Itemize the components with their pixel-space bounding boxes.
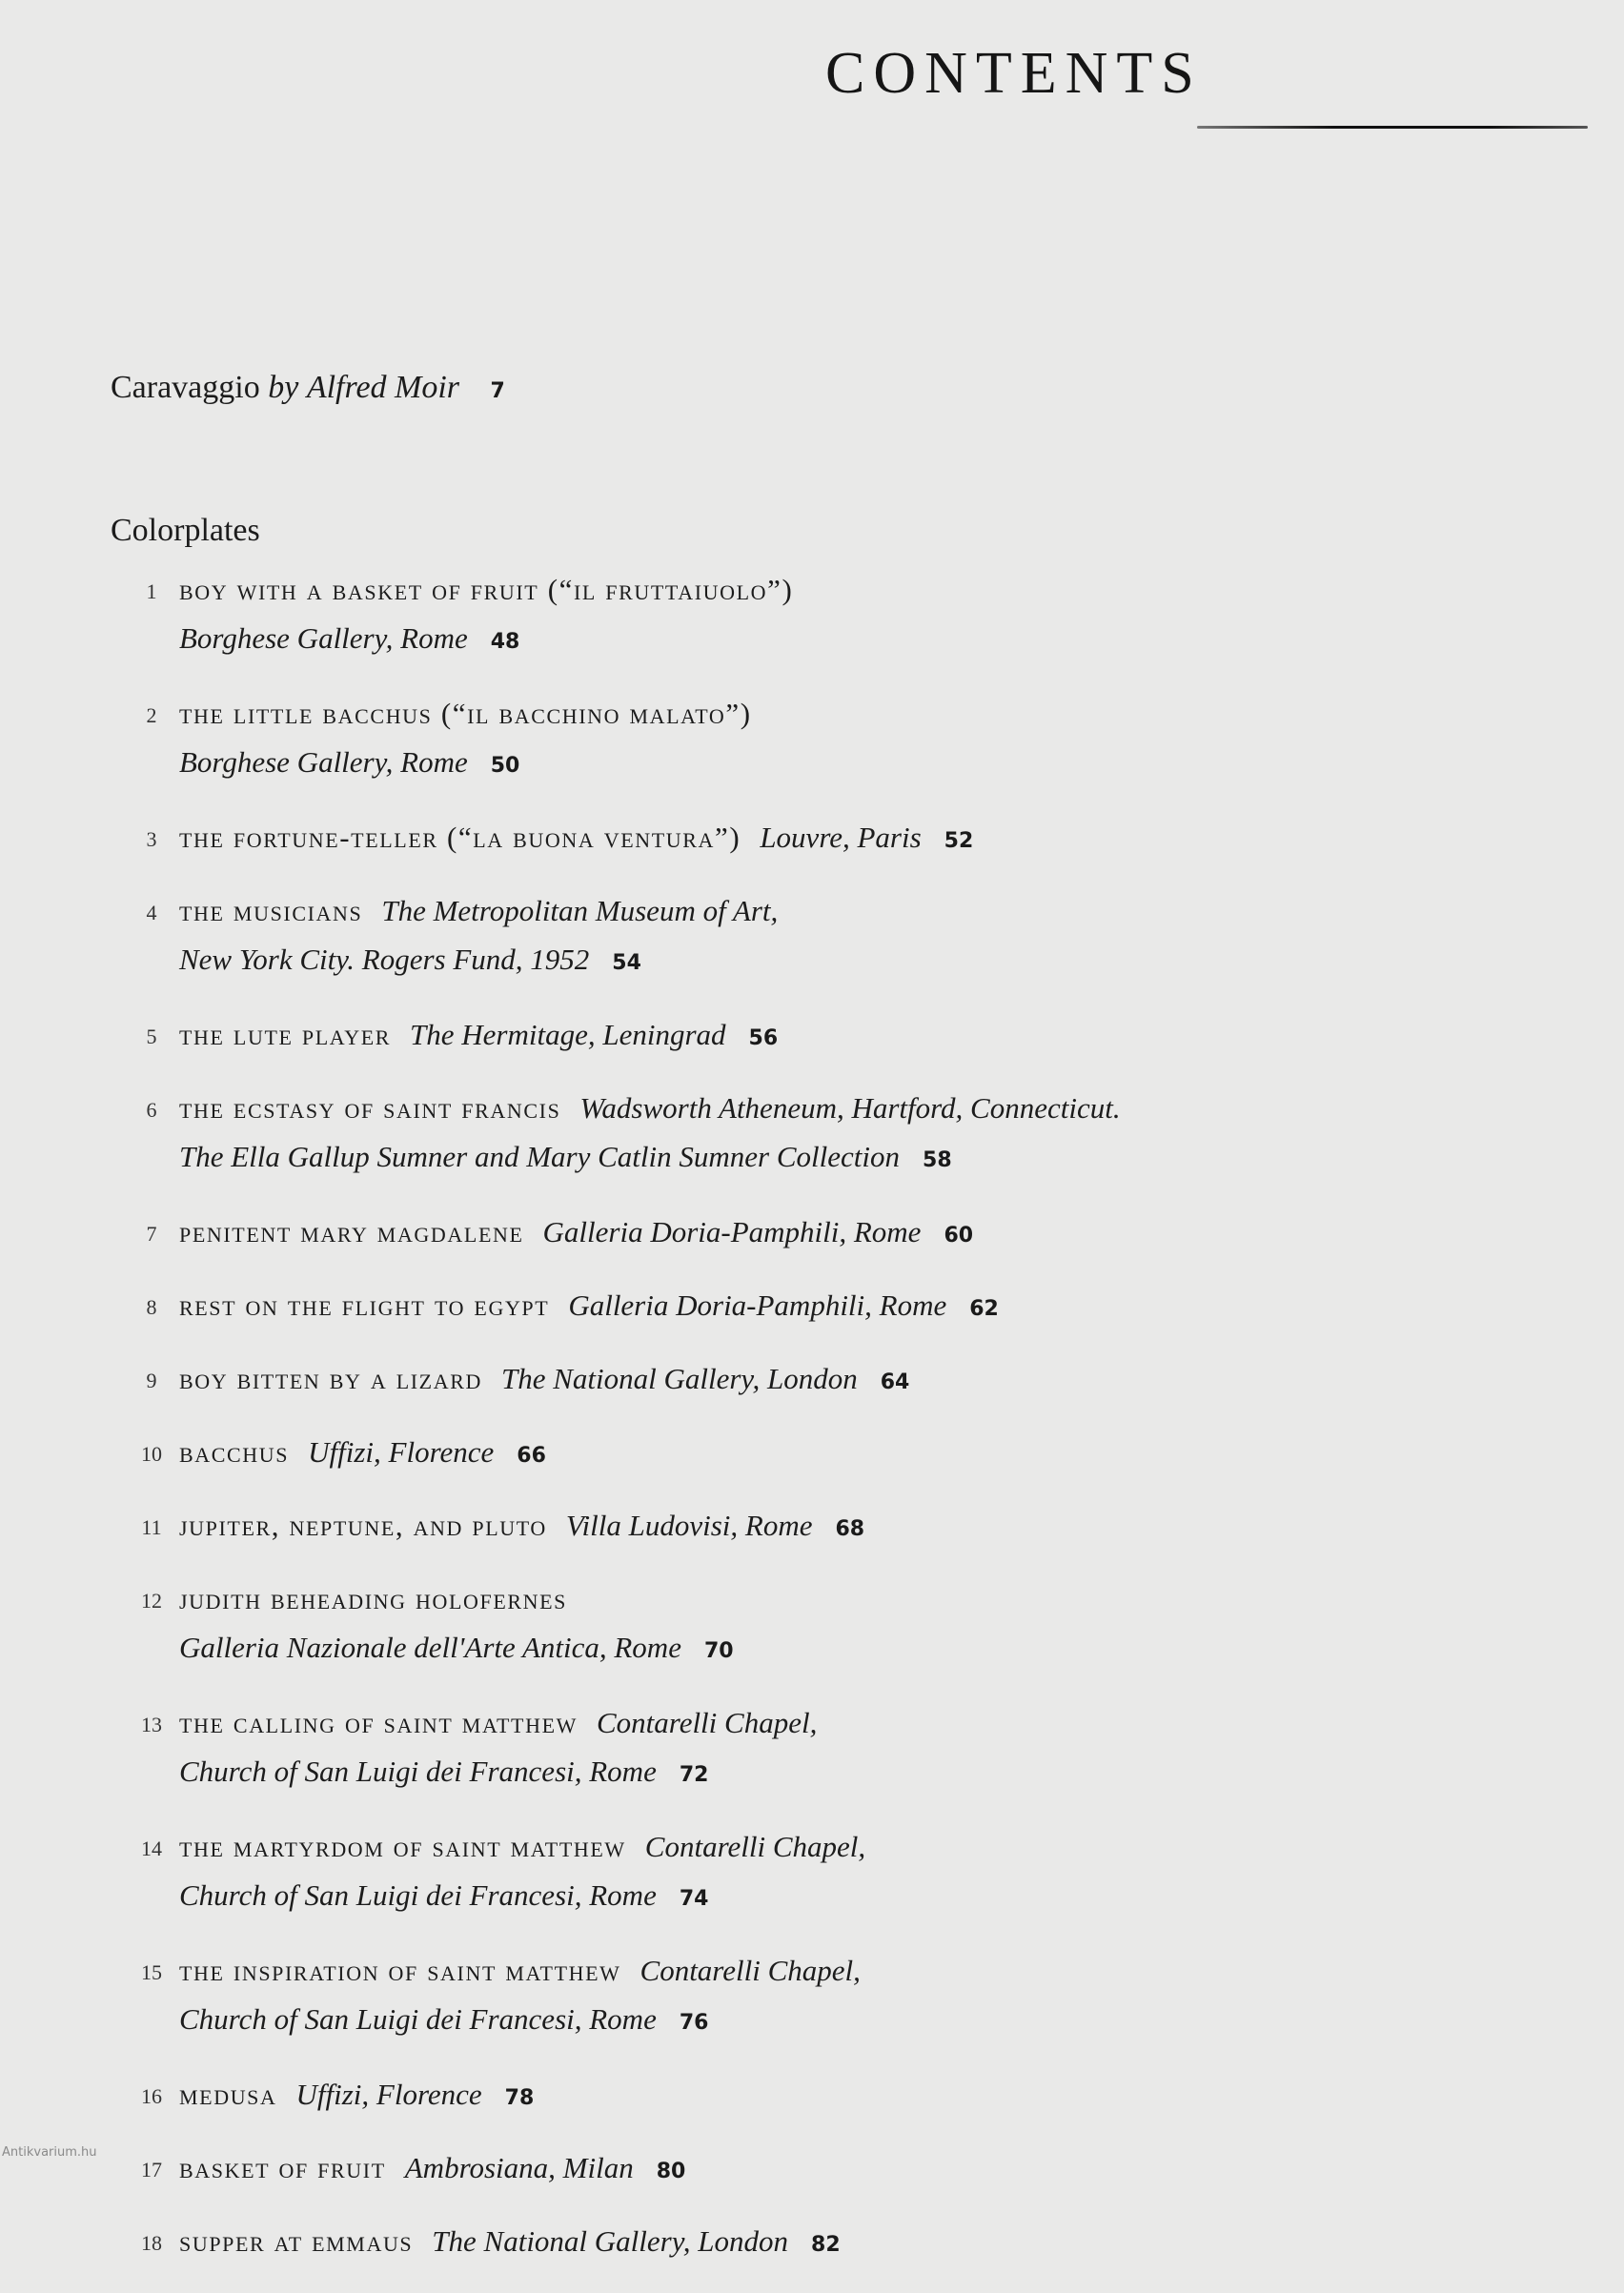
plate-title: bacchus	[179, 1435, 290, 1469]
plate-location: Contarelli Chapel,	[596, 1706, 818, 1739]
colorplate-entry	[124, 1357, 1553, 1406]
plate-number: 3	[146, 827, 157, 851]
plate-page-number: 60	[944, 1224, 974, 1248]
colorplate-entry	[124, 1577, 1553, 1674]
plate-page-number: 64	[880, 1370, 910, 1394]
plate-title: supper at emmaus	[179, 2224, 414, 2258]
plate-number: 7	[146, 1222, 157, 1246]
watermark: Antikvarium.hu	[2, 2145, 97, 2160]
title-rule	[1197, 126, 1588, 129]
plate-page-number: 80	[656, 2160, 686, 2183]
colorplate-entry	[124, 889, 1553, 986]
essay-author: Alfred Moir	[306, 370, 460, 405]
plate-location-continued: Church of San Luigi dei Francesi, Rome	[179, 2002, 657, 2036]
colorplate-entry	[124, 2146, 1553, 2195]
colorplate-entry	[124, 568, 1553, 665]
plate-page-number: 52	[944, 829, 974, 853]
plate-title: the inspiration of saint matthew	[179, 1954, 621, 1987]
plate-page-number: 58	[923, 1148, 952, 1172]
plate-number: 16	[141, 2084, 162, 2108]
essay-page-number: 7	[490, 379, 505, 403]
plate-number: 8	[146, 1295, 157, 1319]
plate-page-number: 74	[679, 1887, 709, 1911]
colorplate-entry	[124, 1701, 1553, 1798]
plate-location: The Hermitage, Leningrad	[410, 1018, 726, 1051]
plate-page-number: 66	[517, 1444, 546, 1468]
plate-location: Louvre, Paris	[760, 821, 922, 854]
plate-number: 9	[146, 1369, 157, 1392]
plate-number: 12	[141, 1589, 162, 1613]
colorplate-entry	[124, 1284, 1553, 1332]
colorplate-entry	[124, 1504, 1553, 1552]
plate-page-number: 50	[490, 754, 520, 778]
plate-title: the martyrdom of saint matthew	[179, 1830, 626, 1863]
plate-location-continued: Borghese Gallery, Rome	[179, 621, 468, 655]
colorplates-heading: Colorplates	[111, 513, 260, 548]
plate-title: the lute player	[179, 1018, 392, 1051]
plate-title: the fortune-teller (“la buona ventura”)	[179, 821, 741, 854]
plate-title: the musicians	[179, 894, 363, 927]
colorplate-entry	[124, 1431, 1553, 1479]
plate-location-continued: The Ella Gallup Sumner and Mary Catlin Sumner Collection	[179, 1140, 901, 1173]
plate-page-number: 54	[612, 951, 641, 975]
plate-location-continued: New York City. Rogers Fund, 1952	[179, 943, 590, 976]
plate-title: jupiter, neptune, and pluto	[179, 1509, 547, 1542]
plate-page-number: 78	[504, 2086, 535, 2110]
plate-location: Galleria Doria-Pamphili, Rome	[542, 1215, 922, 1248]
plate-location: Galleria Doria-Pamphili, Rome	[568, 1289, 947, 1322]
plate-title: boy bitten by a lizard	[179, 1362, 482, 1395]
plate-location: Wadsworth Atheneum, Hartford, Connecticut.	[579, 1091, 1121, 1125]
plate-page-number: 68	[835, 1517, 865, 1541]
plate-location: The National Gallery, London	[500, 1362, 858, 1395]
plate-title: basket of fruit	[179, 2151, 386, 2184]
plate-location: Ambrosiana, Milan	[404, 2151, 634, 2184]
plate-location: Contarelli Chapel,	[644, 1830, 866, 1863]
essay-title: Caravaggio	[111, 370, 260, 405]
plate-title: boy with a basket of fruit (“il fruttaiuolo”)	[179, 573, 794, 606]
plate-location: The Metropolitan Museum of Art,	[381, 894, 779, 927]
plate-location: The National Gallery, London	[432, 2224, 789, 2258]
essay-by: by	[268, 370, 299, 405]
plate-number: 18	[141, 2231, 162, 2255]
plate-title: penitent mary magdalene	[179, 1215, 524, 1248]
plate-location-continued: Galleria Nazionale dell'Arte Antica, Rome	[179, 1631, 681, 1664]
plate-page-number: 72	[679, 1763, 709, 1787]
colorplate-entry	[124, 1013, 1553, 1062]
plate-title: medusa	[179, 2078, 277, 2111]
plate-location-continued: Church of San Luigi dei Francesi, Rome	[179, 1878, 657, 1912]
colorplate-entry	[124, 1949, 1553, 2046]
page-title: CONTENTS	[825, 41, 1203, 106]
plate-page-number: 62	[969, 1297, 999, 1321]
plate-page-number: 76	[679, 2011, 709, 2035]
plate-location: Uffizi, Florence	[308, 1435, 495, 1469]
plate-number: 17	[141, 2158, 162, 2181]
colorplate-entry	[124, 1210, 1553, 1259]
colorplate-entry	[124, 2073, 1553, 2121]
plate-title: the little bacchus (“il bacchino malato”)	[179, 697, 752, 730]
plate-number: 1	[146, 579, 157, 603]
plate-number: 2	[146, 703, 157, 727]
plate-number: 11	[141, 1515, 162, 1539]
plate-location-continued: Borghese Gallery, Rome	[179, 745, 468, 779]
plate-number: 4	[146, 901, 157, 924]
colorplate-entry	[124, 816, 1553, 864]
plate-number: 5	[146, 1025, 157, 1048]
colorplate-entry	[124, 1825, 1553, 1922]
plate-number: 14	[141, 1836, 162, 1860]
plate-title: rest on the flight to egypt	[179, 1289, 550, 1322]
plate-location-continued: Church of San Luigi dei Francesi, Rome	[179, 1755, 657, 1788]
plate-number: 6	[146, 1098, 157, 1122]
plate-title: the calling of saint matthew	[179, 1706, 578, 1739]
plate-page-number: 82	[811, 2233, 841, 2257]
plate-page-number: 48	[490, 630, 520, 654]
plate-location: Uffizi, Florence	[295, 2078, 482, 2111]
colorplate-entry	[124, 692, 1553, 789]
plate-number: 15	[141, 1960, 162, 1984]
plate-title: judith beheading holofernes	[179, 1582, 568, 1615]
colorplate-entry	[124, 1086, 1553, 1184]
essay-entry	[111, 370, 505, 406]
plate-number: 13	[141, 1713, 162, 1736]
plate-page-number: 56	[748, 1026, 779, 1050]
plate-title: the ecstasy of saint francis	[179, 1091, 561, 1125]
plate-page-number: 70	[703, 1639, 734, 1663]
colorplate-entry	[124, 2220, 1553, 2268]
colorplates-list	[124, 568, 1553, 2293]
plate-location: Villa Ludovisi, Rome	[565, 1509, 813, 1542]
plate-number: 10	[141, 1442, 162, 1466]
plate-location: Contarelli Chapel,	[639, 1954, 861, 1987]
